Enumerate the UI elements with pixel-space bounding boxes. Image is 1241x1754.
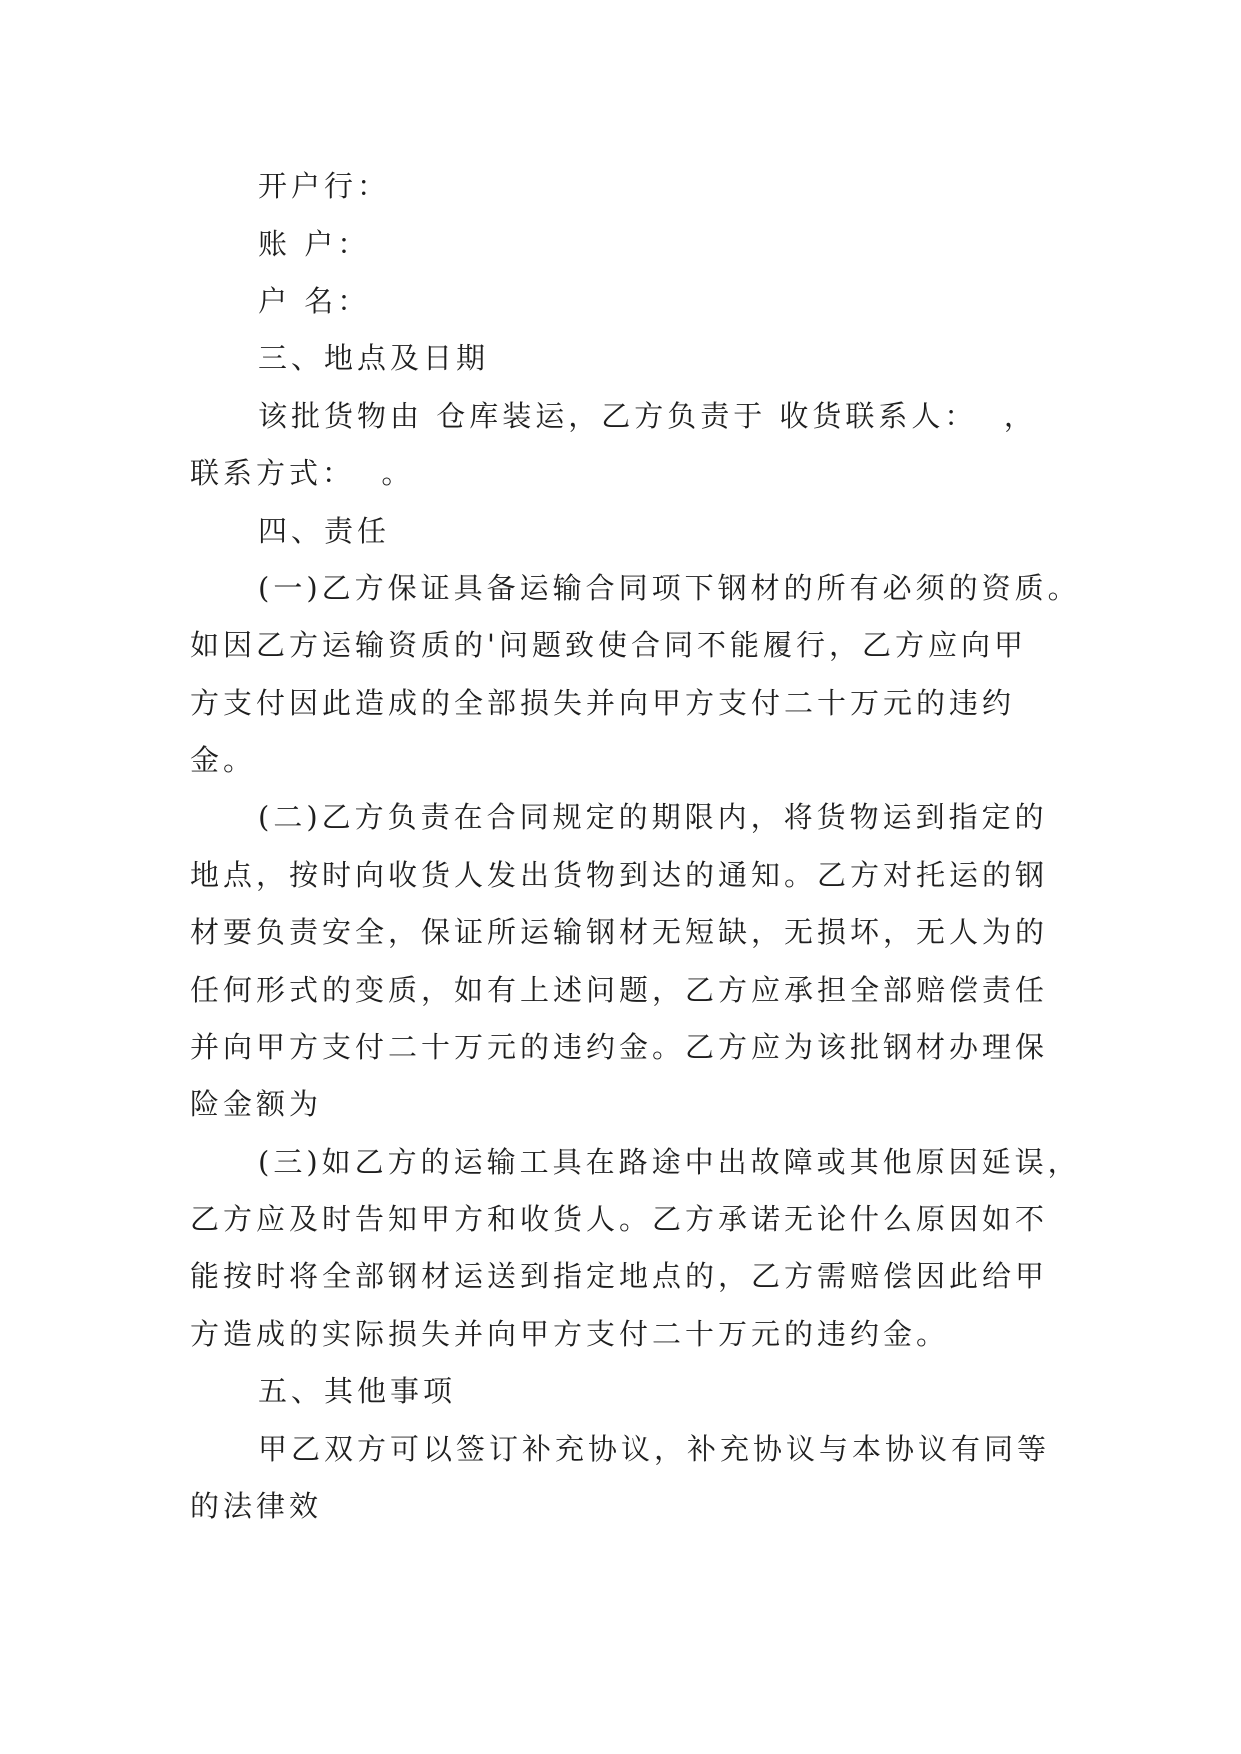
bank-label: 开户行：: [258, 169, 391, 203]
section-heading-location-date: 三、地点及日期: [258, 341, 490, 375]
paragraph-line: (三)如乙方的运输工具在路途中出故障或其他原因延误，: [258, 1145, 1081, 1179]
paragraph-line: 金。: [190, 743, 257, 777]
paragraph-line: 任何形式的变质，如有上述问题，乙方应承担全部赔偿责任: [190, 973, 1049, 1007]
paragraph-line: 该批货物由 仓库装运，乙方负责于 收货联系人： ，: [258, 399, 1037, 433]
paragraph-line: 联系方式： 。: [190, 456, 415, 490]
section-heading-responsibility: 四、责任: [258, 514, 391, 548]
paragraph-line: 能按时将全部钢材运送到指定地点的，乙方需赔偿因此给甲: [190, 1259, 1049, 1293]
paragraph-line: 乙方应及时告知甲方和收货人。乙方承诺无论什么原因如不: [190, 1202, 1049, 1236]
paragraph-line: 并向甲方支付二十万元的违约金。乙方应为该批钢材办理保: [190, 1030, 1049, 1064]
paragraph-line: 方支付因此造成的全部损失并向甲方支付二十万元的违约: [190, 686, 1016, 720]
account-label: 账 户：: [258, 227, 371, 261]
paragraph-line: (一)乙方保证具备运输合同项下钢材的所有必须的资质。: [258, 571, 1081, 605]
account-name-label: 户 名：: [258, 284, 371, 318]
paragraph-line: 方造成的实际损失并向甲方支付二十万元的违约金。: [190, 1317, 950, 1351]
paragraph-line: 地点，按时向收货人发出货物到达的通知。乙方对托运的钢: [190, 858, 1049, 892]
paragraph-line: 的法律效: [190, 1489, 323, 1523]
paragraph-line: 甲乙双方可以签订补充协议，补充协议与本协议有同等: [258, 1432, 1051, 1466]
section-heading-other-matters: 五、其他事项: [258, 1374, 457, 1408]
paragraph-line: 如因乙方运输资质的'问题致使合同不能履行，乙方应向甲: [190, 628, 1027, 662]
paragraph-line: (二)乙方负责在合同规定的期限内，将货物运到指定的: [258, 800, 1048, 834]
paragraph-line: 材要负责安全，保证所运输钢材无短缺，无损坏，无人为的: [190, 915, 1049, 949]
paragraph-line: 险金额为: [190, 1087, 323, 1121]
